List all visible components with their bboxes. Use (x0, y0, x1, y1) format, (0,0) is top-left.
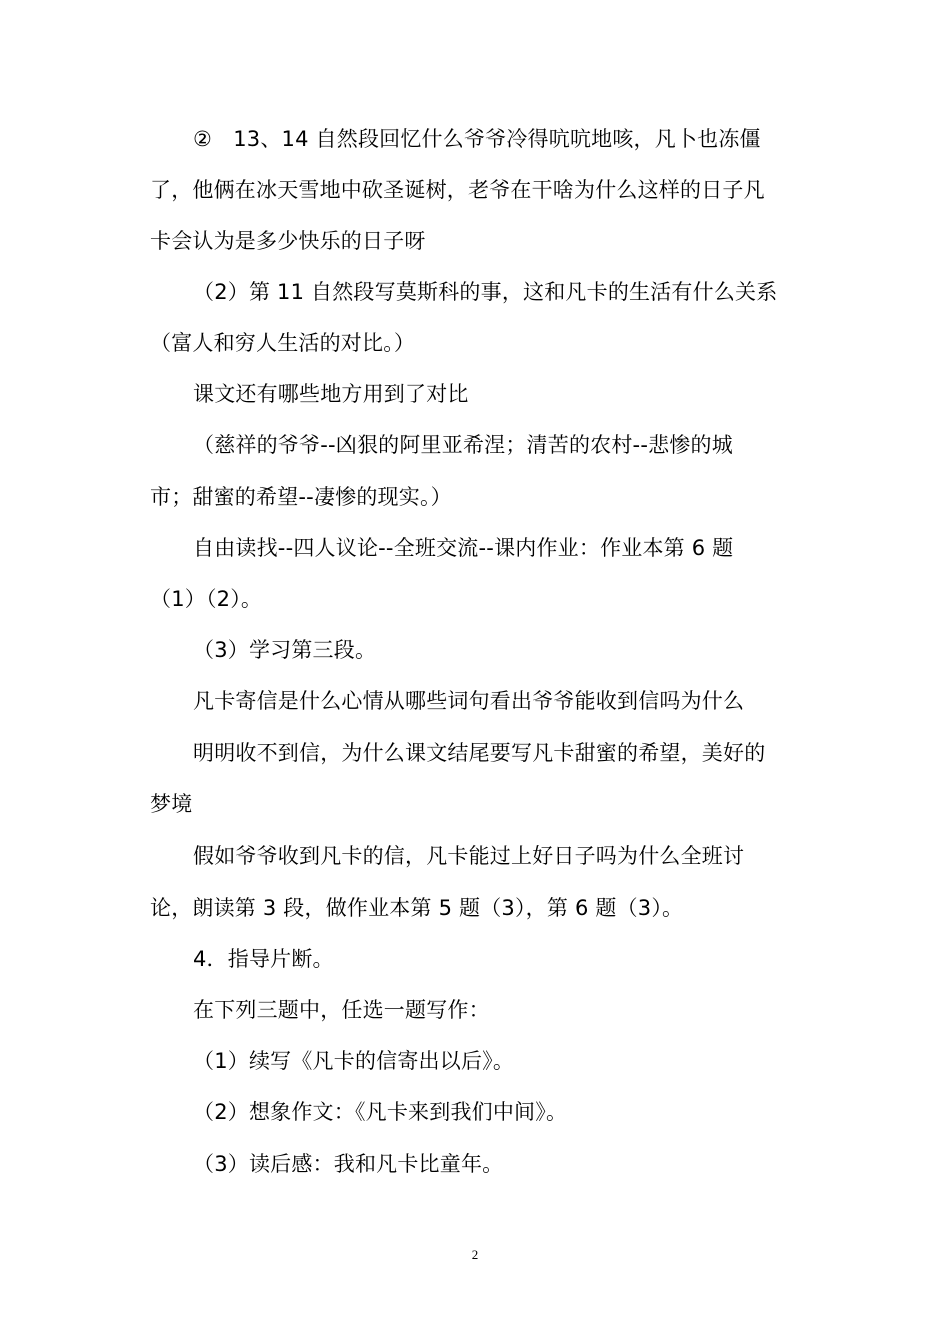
text-line: （富人和穷人生活的对比。） (150, 331, 416, 355)
text-line: 4．指导片断。 (193, 947, 334, 971)
page-number: 2 (471, 1247, 479, 1262)
text-line: 在下列三题中，任选一题写作： (193, 998, 490, 1022)
text-line: （1）（2）。 (150, 587, 263, 611)
text-line: 卡会认为是多少快乐的日子呀 (150, 229, 426, 253)
text-line: 了，他俩在冰天雪地中砍圣诞树，老爷在干啥为什么这样的日子凡 (150, 178, 765, 202)
text-line: 市；甜蜜的希望--凄惨的现实。） (150, 485, 452, 509)
text-line: （3）学习第三段。 (193, 638, 377, 662)
text-line: （1）续写《凡卡的信寄出以后》。 (193, 1049, 515, 1073)
text-line: 明明收不到信，为什么课文结尾要写凡卡甜蜜的希望，美好的 (193, 741, 766, 765)
text-line: 论，朗读第 3 段，做作业本第 5 题（3），第 6 题（3）。 (150, 896, 684, 920)
text-line: （2）第 11 自然段写莫斯科的事，这和凡卡的生活有什么关系 (193, 280, 778, 304)
text-line: 课文还有哪些地方用到了对比 (193, 382, 469, 406)
text-line: 梦境 (150, 792, 193, 816)
text-line: （慈祥的爷爷--凶狠的阿里亚希涅；清苦的农村--悲惨的城 (193, 433, 733, 457)
text-line: 凡卡寄信是什么心情从哪些词句看出爷爷能收到信吗为什么 (193, 689, 745, 713)
text-line: （3）读后感：我和凡卡比童年。 (193, 1152, 504, 1176)
text-line: 假如爷爷收到凡卡的信，凡卡能过上好日子吗为什么全班讨 (193, 844, 745, 868)
text-line: 自由读找--四人议论--全班交流--课内作业：作业本第 6 题 (193, 536, 734, 560)
text-line: ② 13、14 自然段回忆什么爷爷冷得吭吭地咳，凡卜也冻僵 (193, 127, 761, 151)
text-line: （2）想象作文：《凡卡来到我们中间》。 (193, 1100, 568, 1124)
